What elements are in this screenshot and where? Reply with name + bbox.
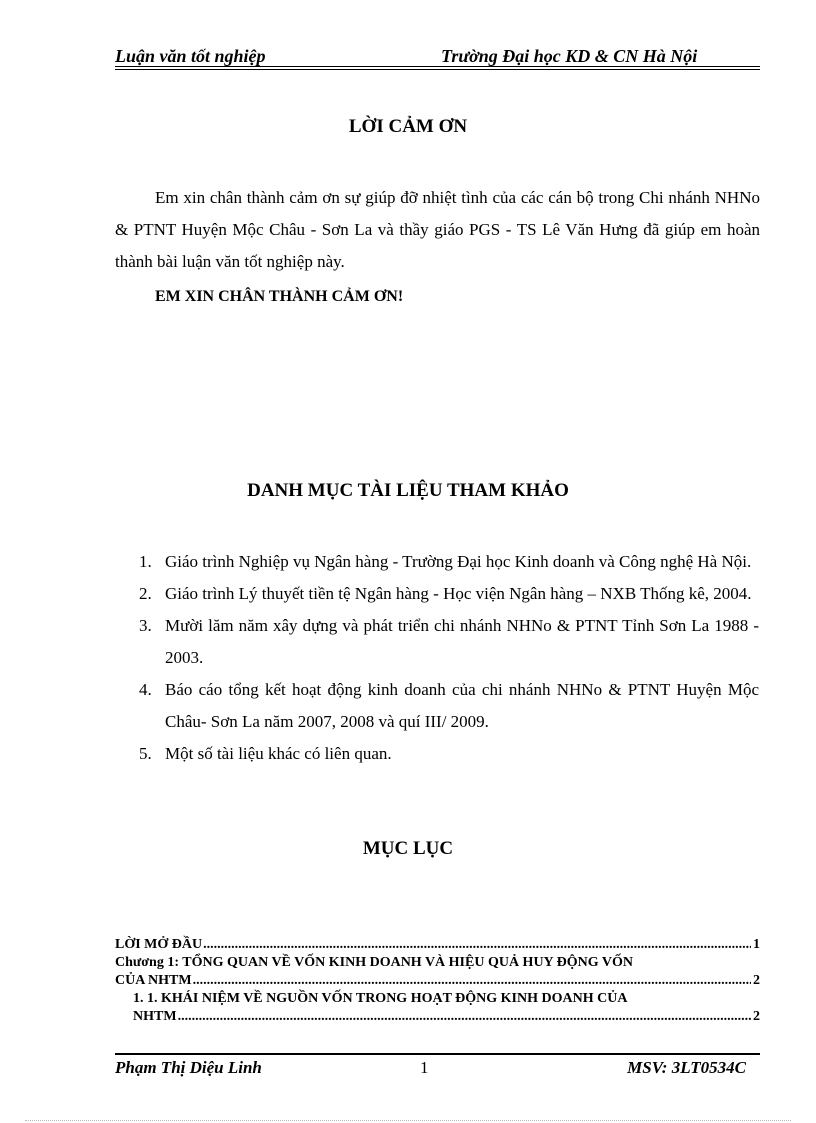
toc-entry-section11-line2[interactable] [115,1008,760,1026]
toc-title: MỤC LỤC [362,838,454,859]
footer-author-name: Phạm Thị Diệu Linh [115,1058,262,1077]
reference-number: 1. [139,552,152,571]
header-university: Trường Đại học KD & CN Hà Nội [441,46,698,66]
toc-entry-section11-line1[interactable] [115,990,760,1008]
toc-entry-label: LỜI MỞ ĐẦU [115,937,203,952]
acknowledgement-text: Em xin chân thành cảm ơn sự giúp đỡ nhiệt tình của các cán bộ trong Chi nhánh NHNo & PTNT Huyện Mộc Châu - Sơn La và thầy giáo PGS - TS Lê Văn Hưng đã giúp em hoàn thành bài luận văn tốt nghiệp này. [115,188,760,271]
acknowledgement-closing: EM XIN CHÂN THÀNH CẢM ƠN! [155,288,404,305]
page-bottom-divider [25,1120,791,1121]
reference-text: Một số tài liệu khác có liên quan. [165,744,392,763]
toc-entry-label: 1. 1. KHÁI NIỆM VỀ NGUỒN VỐN TRONG HOẠT ĐỘNG KINH DOANH CỦA [133,991,628,1006]
toc-entry-page: 2 [753,1009,760,1024]
toc-entry-label: NHTM [133,1009,177,1024]
references-title: DANH MỤC TÀI LIỆU THAM KHẢO [247,480,569,501]
reference-number: 5. [139,744,152,763]
reference-text: Giáo trình Lý thuyết tiền tệ Ngân hàng - Học viện Ngân hàng – NXB Thống kê, 2004. [165,584,752,603]
footer-student-id: MSV: 3LT0534C [627,1058,746,1077]
footer-rule [115,1053,760,1055]
toc-leader-dots [203,936,751,954]
page-header [115,44,760,68]
reference-number: 3. [139,616,152,635]
reference-item [139,674,759,738]
reference-text: Giáo trình Nghiệp vụ Ngân hàng - Trường Đại học Kinh doanh và Công nghệ Hà Nội. [165,552,752,571]
toc-entry-chapter1-line1[interactable] [115,954,760,972]
reference-text: Báo cáo tổng kết hoạt động kinh doanh của chi nhánh NHNo & PTNT Huyện Mộc Châu- Sơn La năm 2007, 2008 và quí III/ 2009. [165,680,759,731]
page-footer [115,1058,760,1080]
footer-page-number: 1 [420,1058,429,1077]
toc-entry-chapter1-line2[interactable] [115,972,760,990]
acknowledgement-title: LỜI CẢM ƠN [348,116,468,137]
header-thesis-label: Luận văn tốt nghiệp [115,46,266,66]
table-of-contents [115,936,760,1026]
reference-text: Mười lăm năm xây dựng và phát triển chi nhánh NHNo & PTNT Tỉnh Sơn La 1988 - 2003. [165,616,759,667]
reference-item [139,546,759,578]
reference-item [139,578,759,610]
toc-entry-page: 2 [753,973,760,988]
header-rule-top [115,66,760,67]
acknowledgement-paragraph [115,182,760,278]
toc-leader-dots [193,972,751,990]
toc-entry-label: CỦA NHTM [115,973,192,988]
reference-item [139,610,759,674]
reference-item [139,738,759,770]
reference-number: 4. [139,680,152,699]
references-list [139,546,759,770]
toc-entry-label: Chương 1: TỔNG QUAN VỀ VỐN KINH DOANH VÀ HIỆU QUẢ HUY ĐỘNG VỐN [115,955,634,970]
header-rule-bottom [115,69,760,70]
toc-entry-intro[interactable] [115,936,760,954]
reference-number: 2. [139,584,152,603]
toc-leader-dots [178,1008,751,1026]
toc-entry-page: 1 [753,937,760,952]
